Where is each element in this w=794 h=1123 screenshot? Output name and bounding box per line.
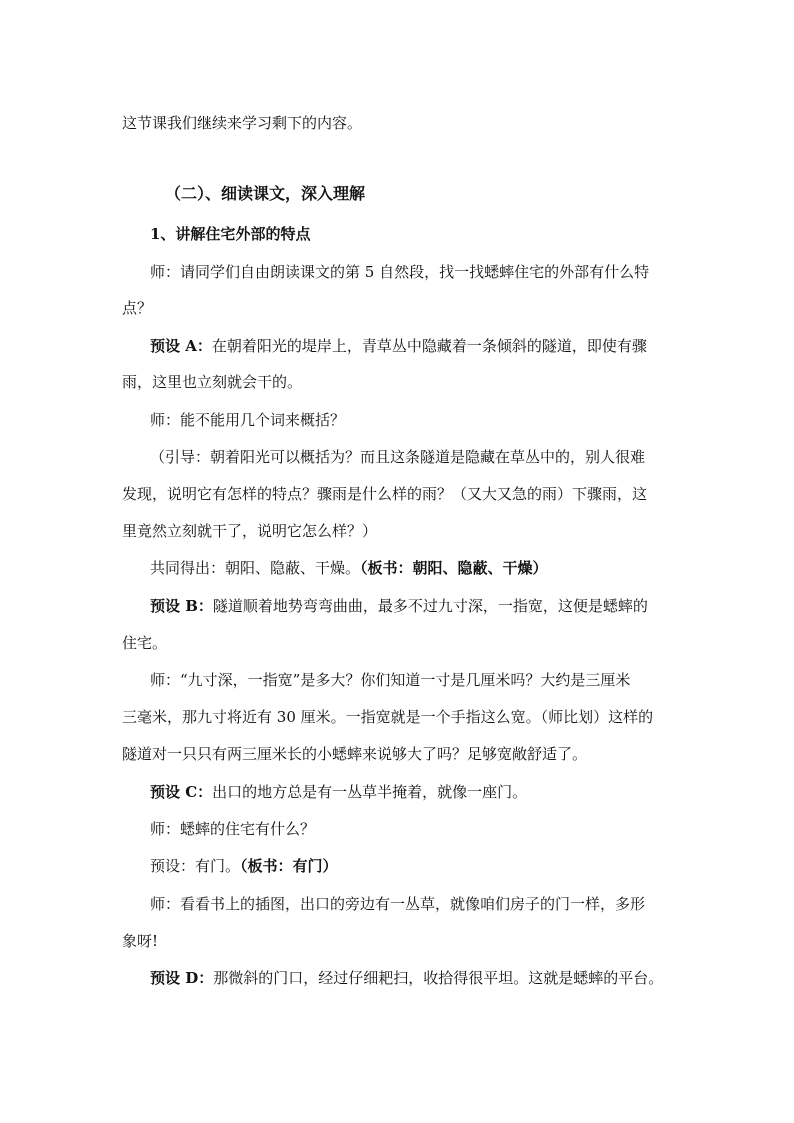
summary-text: 共同得出：朝阳、隐蔽、干燥。 [150, 559, 361, 577]
preset-a-line-1 [150, 336, 647, 356]
teacher-explanation-1-line-3: 隧道对一只只有两三厘米长的小蟋蟀来说够大了吗？足够宽敞舒适了。 [122, 745, 588, 763]
preset-d-text: 那微斜的门口，经过仔细耙扫，收拾得很平坦。这就是蟋蟀的平台。 [213, 969, 664, 987]
teacher-question-2: 师：能不能用几个词来概括？ [150, 411, 346, 429]
preset-b-text: 隧道顺着地势弯弯曲曲，最多不过九寸深，一指宽，这便是蟋蟀的 [212, 597, 648, 615]
preset-a-label: 预设 A： [150, 337, 212, 355]
preset-door-text: 预设：有门。 [150, 857, 241, 875]
preset-c-line [150, 782, 527, 802]
preset-d-line [150, 968, 663, 988]
section-heading: （二）、细读课文，深入理解 [165, 184, 366, 203]
teacher-explanation-2-line-2: 象呀! [122, 932, 159, 950]
teacher-question-1-line-1: 师：请同学们自由朗读课文的第 5 自然段，找一找蟋蟀住宅的外部有什么特 [150, 263, 650, 281]
preset-a-text: 在朝着阳光的堤岸上，青草丛中隐藏着一条倾斜的隧道，即使有骤 [211, 337, 647, 355]
teacher-explanation-1-line-1: 师：“九寸深，一指宽”是多大？你们知道一寸是几厘米吗？大约是三厘米 [150, 671, 631, 689]
guide-line-3: 里竟然立刻就干了，说明它怎么样？） [122, 522, 378, 540]
preset-b-line-1 [150, 596, 648, 616]
guide-line-2: 发现，说明它有怎样的特点？骤雨是什么样的雨？（又大又急的雨）下骤雨，这 [122, 485, 648, 503]
teacher-explanation-1-line-2: 三毫米，那九寸将近有 30 厘米。一指宽就是一个手指这么宽。（师比划）这样的 [122, 708, 654, 726]
preset-c-label: 预设 C： [150, 783, 213, 801]
sub-heading: 1、讲解住宅外部的特点 [150, 225, 311, 243]
summary-board-note: （板书：朝阳、隐蔽、干燥） [360, 559, 548, 577]
preset-c-text: 出口的地方总是有一丛草半掩着，就像一座门。 [212, 783, 528, 801]
intro-paragraph: 这节课我们继续来学习剩下的内容。 [122, 114, 363, 132]
preset-b-line-2: 住宅。 [122, 634, 168, 652]
guide-line-1: （引导：朝着阳光可以概括为？而且这条隧道是隐藏在草丛中的，别人很难 [150, 448, 646, 466]
preset-d-label: 预设 D： [150, 969, 214, 987]
preset-a-line-2: 雨，这里也立刻就会干的。 [122, 373, 303, 391]
preset-door-board-note: （板书：有门） [240, 857, 338, 875]
summary-line [150, 558, 548, 578]
preset-door-line [150, 856, 338, 876]
preset-b-label: 预设 B： [150, 597, 213, 615]
teacher-explanation-2-line-1: 师：看看书上的插图，出口的旁边有一丛草，就像咱们房子的门一样，多形 [150, 895, 646, 913]
teacher-question-3: 师：蟋蟀的住宅有什么？ [150, 820, 316, 838]
teacher-question-1-line-2: 点？ [122, 299, 153, 317]
